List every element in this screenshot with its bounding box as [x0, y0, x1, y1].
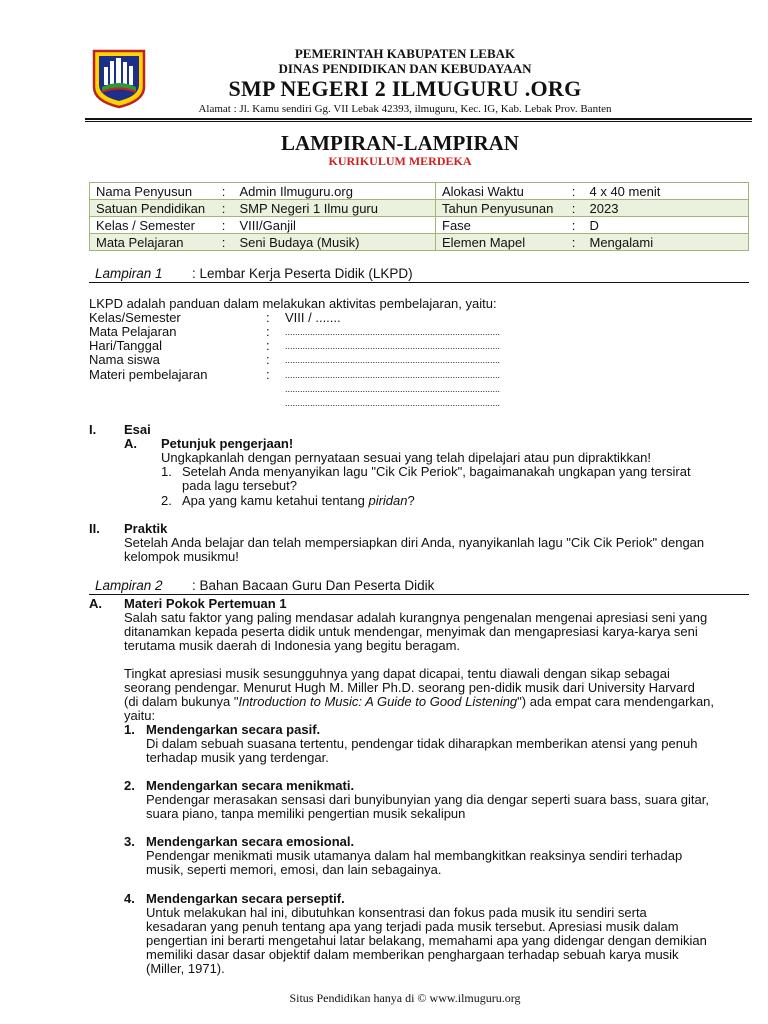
lkpd-field-label: Kelas/Semester [89, 310, 181, 325]
header-rule-thick [85, 118, 752, 120]
subsection-title: Materi Pokok Pertemuan 1 [124, 596, 287, 611]
list-item-text: Untuk melakukan hal ini, dibutuhkan konsentrasi dan fokus pada musik itu sendiri serta [146, 905, 647, 920]
info-value: 2023 [584, 200, 749, 217]
lampiran-2-title: : Bahan Bacaan Guru Dan Peserta Didik [192, 578, 435, 593]
table-row [90, 200, 749, 217]
info-key: Tahun Penyusunan [436, 200, 564, 217]
info-colon: : [214, 200, 234, 217]
list-item-title: Mendengarkan secara emosional. [146, 834, 355, 849]
paragraph-line: (di dalam bukunya "Introduction to Music: A Guide to Good Listening") ada empat cara mendengarkan, [124, 694, 715, 709]
info-value: Seni Budaya (Musik) [234, 234, 436, 251]
question-number: 2. [161, 493, 172, 508]
list-item-text: Pendengar menikmati musik utamanya dalam hal membangkitkan reaksinya sendiri terhadap [146, 848, 683, 863]
lampiran-1-label: Lampiran 1 [95, 266, 163, 281]
section-title: Praktik [124, 521, 168, 536]
subsection-number: A. [124, 436, 137, 451]
header-address: Alamat : Jl. Kamu sendiri Gg. VII Lebak 42393, ilmuguru, Kec. IG, Kab. Lebak Prov. Banten [198, 103, 612, 115]
header-government: PEMERINTAH KABUPATEN LEBAK [294, 46, 516, 61]
list-item-number: 2. [124, 778, 135, 793]
lkpd-field-value: ...................................................................................... [285, 327, 501, 337]
info-colon: : [564, 183, 584, 200]
lkpd-field-colon: : [266, 352, 270, 367]
paragraph-line: yaitu: [124, 708, 156, 723]
lampiran-1-title: : Lembar Kerja Peserta Didik (LKPD) [192, 266, 413, 281]
question-text: pada lagu tersebut? [182, 478, 297, 493]
instruction-text: Ungkapkanlah dengan pernyataan sesuai yang telah dipelajari atau pun dipraktikkan! [161, 450, 652, 465]
school-logo [90, 47, 148, 109]
paragraph-line: seorang pendengar. Menurut Hugh M. Miller Ph.D. seorang pen-didik musik dari University Harvard [124, 680, 695, 695]
list-item-text: memiliki dasar dasar objektif dalam memberikan penghargaan terhadap sebuah karya musik [146, 947, 679, 962]
lkpd-field-colon: : [266, 338, 270, 353]
info-colon: : [214, 217, 234, 234]
info-key: Nama Penyusun [90, 183, 214, 200]
info-colon: : [214, 183, 234, 200]
lkpd-field-label: Materi pembelajaran [89, 367, 208, 382]
table-row [90, 234, 749, 251]
info-key: Fase [436, 217, 564, 234]
list-item-text: Di dalam sebuah suasana tertentu, pendengar tidak diharapkan memberikan atensi yang penuh [146, 736, 698, 751]
info-key: Mata Pelajaran [90, 234, 214, 251]
list-item-number: 1. [124, 722, 135, 737]
lkpd-field-value: ...................................................................................... [285, 341, 501, 351]
list-item-text: musik, seperti memori, emosi, dan lain sebagainya. [146, 862, 442, 877]
list-item-title: Mendengarkan secara menikmati. [146, 778, 355, 793]
header-department: DINAS PENDIDIKAN DAN KEBUDAYAAN [278, 61, 532, 76]
info-colon: : [564, 234, 584, 251]
info-value: VIII/Ganjil [234, 217, 436, 234]
info-key: Kelas / Semester [90, 217, 214, 234]
info-key: Satuan Pendidikan [90, 200, 214, 217]
paragraph-line: terutama musik daerah di Indonesia yang begitu beragam. [124, 638, 461, 653]
section-number: II. [89, 521, 100, 536]
info-table [89, 182, 749, 251]
question-number: 1. [161, 464, 172, 479]
lkpd-field-colon: : [266, 310, 270, 325]
lkpd-extra-line: ...................................................................................... [285, 398, 501, 408]
list-item-text: suara piano, tanpa memiliki pengertian musik sekalipun [146, 806, 466, 821]
info-value: SMP Negeri 1 Ilmu guru [234, 200, 436, 217]
info-key: Elemen Mapel [436, 234, 564, 251]
lkpd-intro: LKPD adalah panduan dalam melakukan aktivitas pembelajaran, yaitu: [89, 296, 497, 311]
lampiran-2-header [89, 578, 749, 595]
header-school-name: SMP NEGERI 2 ILMUGURU .ORG [228, 76, 582, 101]
question-text: Apa yang kamu ketahui tentang piridan? [182, 493, 415, 508]
lkpd-field-value: ...................................................................................... [285, 370, 501, 380]
lkpd-field-label: Mata Pelajaran [89, 324, 177, 339]
section-title: Esai [124, 422, 151, 437]
info-key: Alokasi Waktu [436, 183, 564, 200]
page-footer: Situs Pendidikan hanya di © www.ilmuguru.org [289, 991, 521, 1005]
subsection-title: Petunjuk pengerjaan! [161, 436, 294, 451]
paragraph-line: ditanamkan kepada peserta didik untuk mendengar, menyimak dan mengapresiasi karya-karya seni [124, 624, 698, 639]
info-value: D [584, 217, 749, 234]
list-item-text: terhadap musik yang terdengar. [146, 750, 329, 765]
document-subtitle: KURIKULUM MERDEKA [328, 154, 472, 168]
question-text: Setelah Anda menyanyikan lagu "Cik Cik Periok", bagaimanakah ungkapan yang tersirat [182, 464, 691, 479]
lkpd-field-colon: : [266, 367, 270, 382]
section-number: I. [89, 422, 97, 437]
lkpd-field-value: ...................................................................................... [285, 355, 501, 365]
subsection-number: A. [89, 596, 102, 611]
table-row [90, 183, 749, 200]
info-colon: : [564, 217, 584, 234]
paragraph-line: Tingkat apresiasi musik sesungguhnya yang dapat dicapai, tentu diawali dengan sikap sebagai [124, 666, 670, 681]
practice-text: kelompok musikmu! [124, 549, 239, 564]
list-item-text: (Miller, 1971). [146, 961, 225, 976]
lkpd-field-colon: : [266, 324, 270, 339]
lkpd-field-label: Nama siswa [89, 352, 160, 367]
document-title: LAMPIRAN-LAMPIRAN [281, 131, 519, 155]
info-colon: : [214, 234, 234, 251]
list-item-text: kesadaran yang penuh tentang apa yang terjadi pada musik tersebut. Apresiasi musik dalam [146, 919, 679, 934]
lkpd-field-value: VIII / ....... [285, 310, 341, 325]
info-value: Admin Ilmuguru.org [234, 183, 436, 200]
list-item-title: Mendengarkan secara perseptif. [146, 891, 345, 906]
practice-text: Setelah Anda belajar dan telah mempersiapkan diri Anda, nyanyikanlah lagu "Cik Cik Periok" dengan [124, 535, 705, 550]
list-item-title: Mendengarkan secara pasif. [146, 722, 321, 737]
info-value: 4 x 40 menit [584, 183, 749, 200]
lampiran-1-header [89, 266, 749, 283]
lkpd-field-label: Hari/Tanggal [89, 338, 162, 353]
info-value: Mengalami [584, 234, 749, 251]
table-row [90, 217, 749, 234]
paragraph-line: Salah satu faktor yang paling mendasar adalah kurangnya pengenalan mengenai apresiasi seni yang [124, 610, 708, 625]
list-item-number: 4. [124, 891, 135, 906]
header-rule-thin [85, 121, 752, 122]
list-item-number: 3. [124, 834, 135, 849]
list-item-text: Pendengar merasakan sensasi dari bunyibunyian yang dia dengar seperti suara bass, suara gitar, [146, 792, 709, 807]
info-colon: : [564, 200, 584, 217]
list-item-text: pengertian ini berarti mengetahui latar belakang, memahami apa yang didengar dengan demikian [146, 933, 707, 948]
lampiran-2-label: Lampiran 2 [95, 578, 163, 593]
lkpd-extra-line: ...................................................................................... [285, 384, 501, 394]
